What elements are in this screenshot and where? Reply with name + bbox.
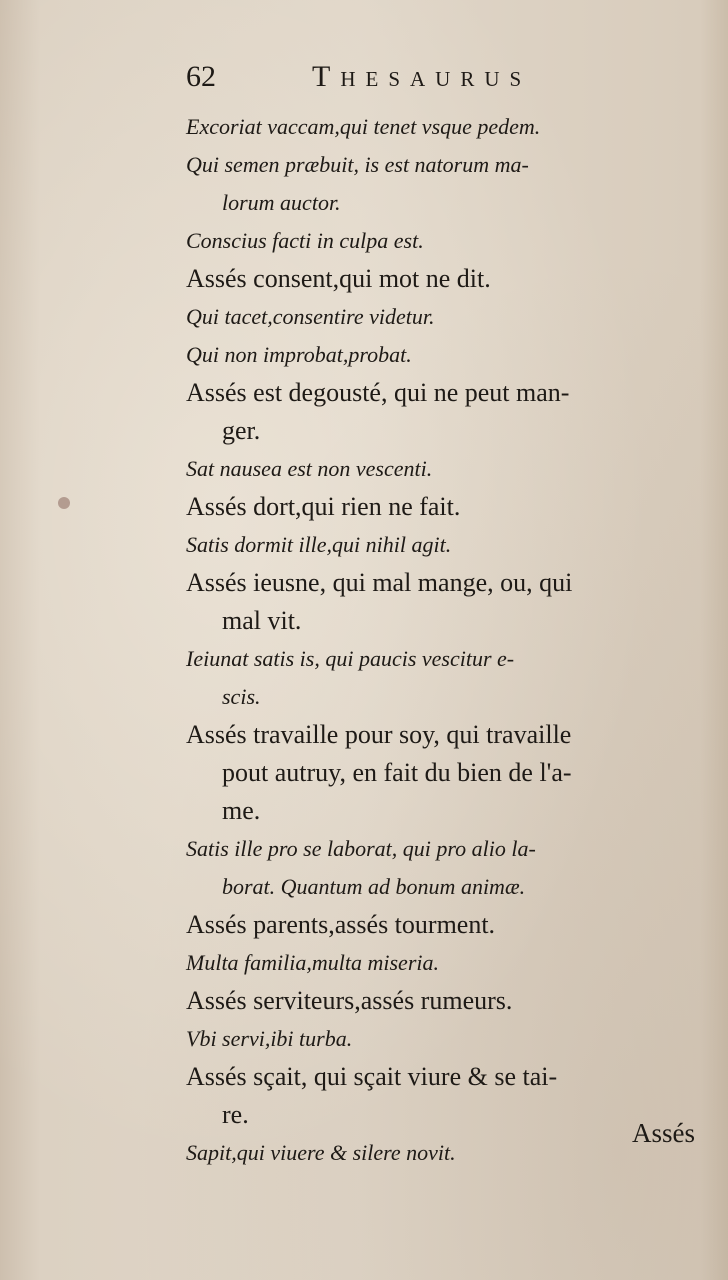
french-proverb: ger. bbox=[222, 416, 261, 445]
page-header bbox=[186, 58, 626, 94]
running-head: Thesaurus bbox=[312, 60, 532, 93]
latin-line: Satis dormit ille,qui nihil agit. bbox=[186, 532, 452, 557]
latin-line: scis. bbox=[222, 684, 261, 709]
latin-line: Excoriat vaccam,qui tenet vsque pedem. bbox=[186, 114, 541, 139]
page-number: 62 bbox=[186, 60, 216, 93]
french-proverb: me. bbox=[222, 796, 261, 825]
latin-line: Qui non improbat,probat. bbox=[186, 342, 412, 367]
french-proverb: Assés parents,assés tourment. bbox=[186, 910, 496, 939]
french-proverb: re. bbox=[222, 1100, 249, 1129]
text-block bbox=[186, 108, 706, 1172]
catchword: Assés bbox=[632, 1118, 696, 1148]
latin-line: Multa familia,multa miseria. bbox=[186, 950, 439, 975]
latin-line: Qui semen præbuit, is est natorum ma- bbox=[186, 152, 529, 177]
french-proverb: Assés travaille pour soy, qui travaille bbox=[186, 720, 572, 749]
french-proverb: Assés est degousté, qui ne peut man- bbox=[186, 378, 570, 407]
french-proverb: Assés sçait, qui sçait viure & se tai- bbox=[186, 1062, 558, 1091]
latin-line: Satis ille pro se laborat, qui pro alio la- bbox=[186, 836, 536, 861]
french-proverb: Assés consent,qui mot ne dit. bbox=[186, 264, 491, 293]
latin-line: Sapit,qui viuere & silere novit. bbox=[186, 1140, 456, 1165]
french-proverb: Assés ieusne, qui mal mange, ou, qui bbox=[186, 568, 573, 597]
latin-line: Qui tacet,consentire videtur. bbox=[186, 304, 435, 329]
french-proverb: Assés dort,qui rien ne fait. bbox=[186, 492, 461, 521]
french-proverb: Assés serviteurs,assés rumeurs. bbox=[186, 986, 513, 1015]
french-proverb: pout autruy, en fait du bien de l'a- bbox=[222, 758, 572, 787]
ink-spot bbox=[58, 497, 70, 509]
latin-line: borat. Quantum ad bonum animæ. bbox=[222, 874, 526, 899]
latin-line: lorum auctor. bbox=[222, 190, 341, 215]
latin-line: Sat nausea est non vescenti. bbox=[186, 456, 433, 481]
latin-line: Conscius facti in culpa est. bbox=[186, 228, 424, 253]
latin-line: Vbi servi,ibi turba. bbox=[186, 1026, 353, 1051]
latin-line: Ieiunat satis is, qui paucis vescitur e- bbox=[186, 646, 515, 671]
french-proverb: mal vit. bbox=[222, 606, 302, 635]
